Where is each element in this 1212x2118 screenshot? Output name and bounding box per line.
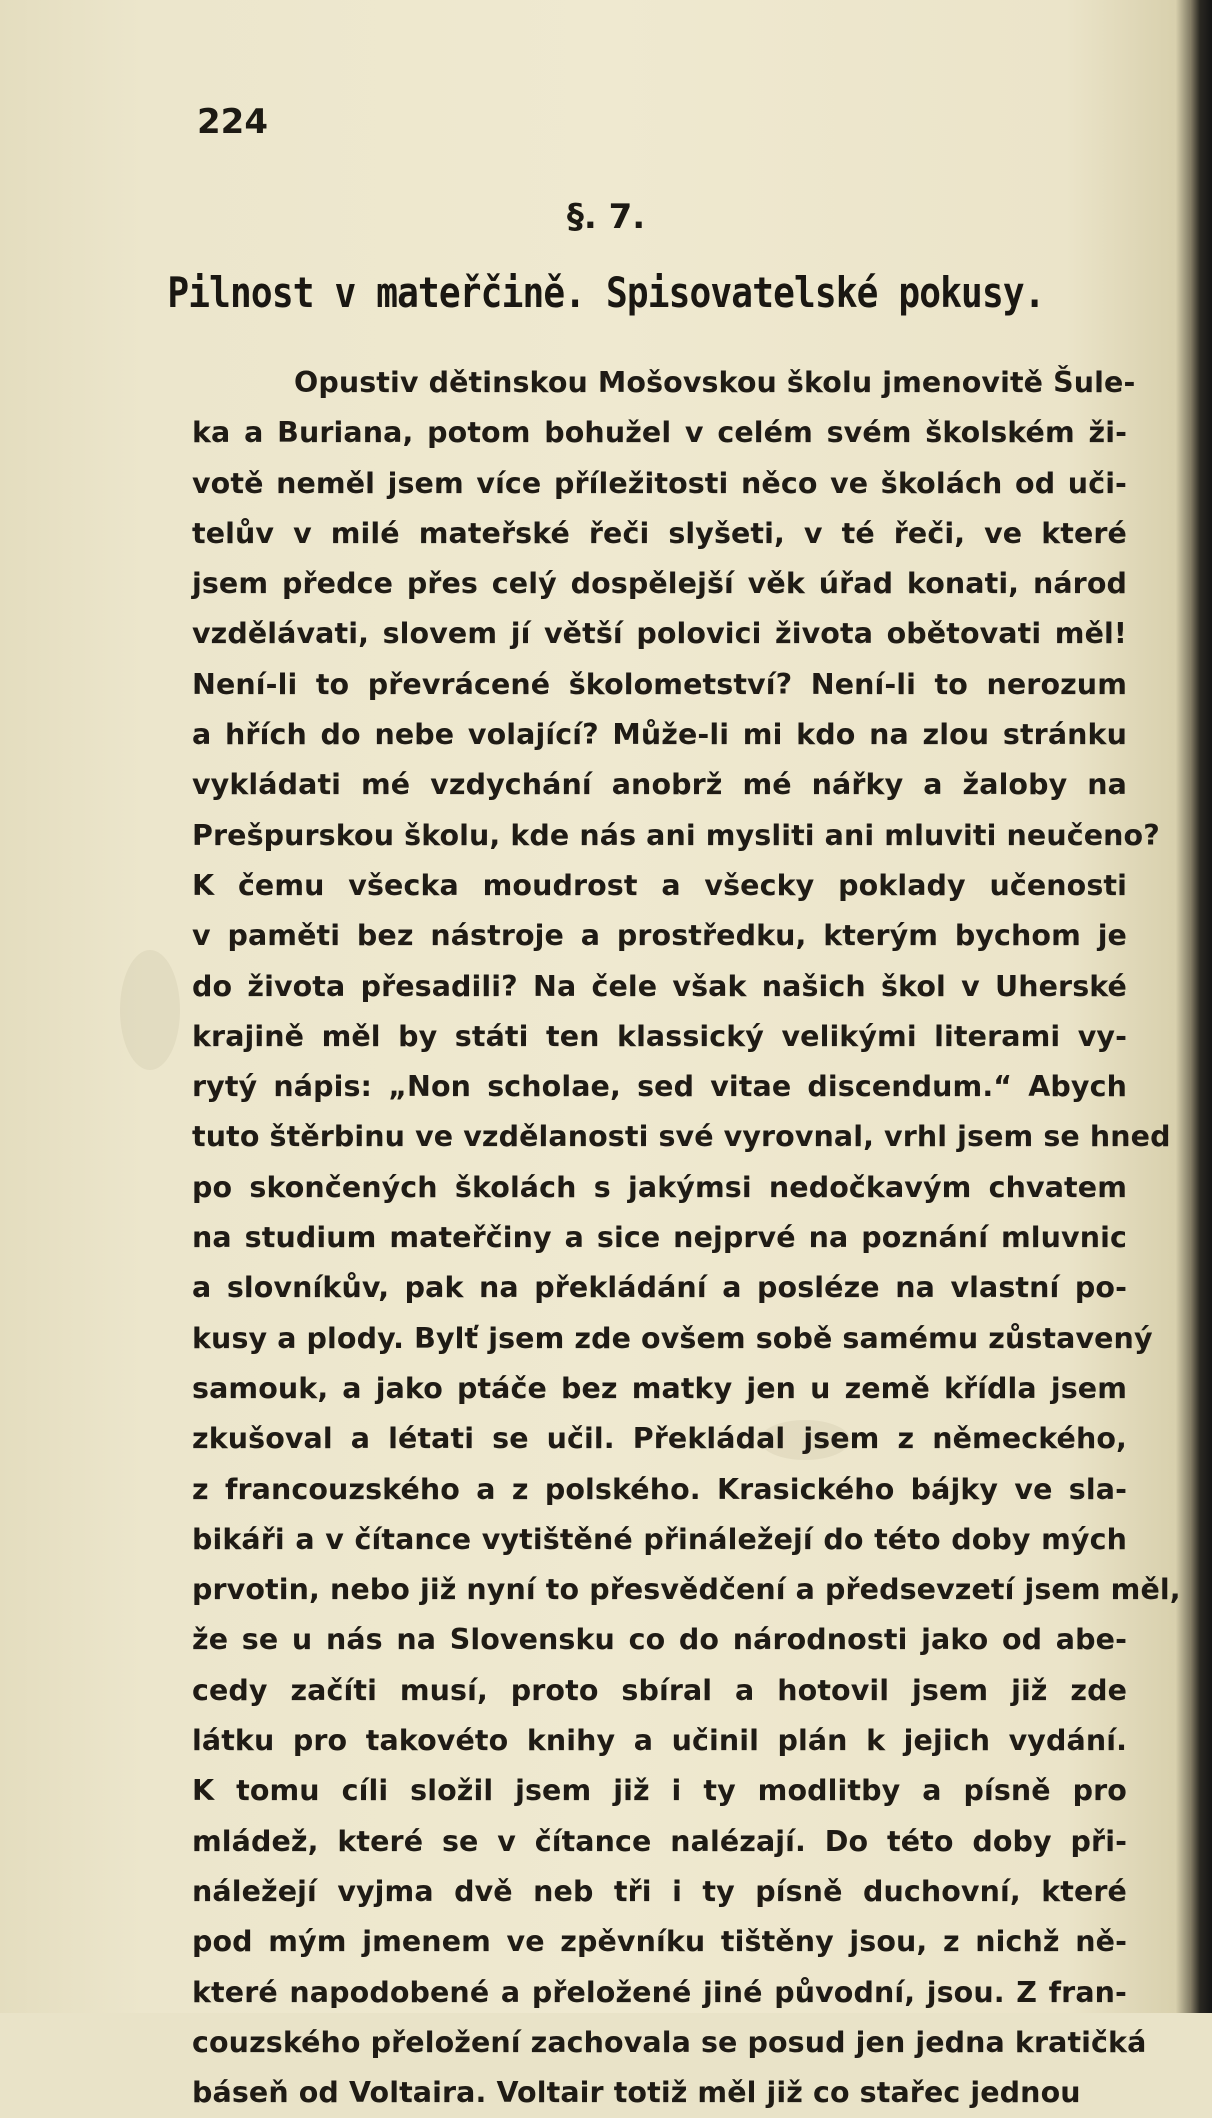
text-line: Není-li to převrácené školometství? Není-li to nerozum: [192, 667, 1127, 701]
text-line: vykládati mé vzdychání anobrž mé nářky a žaloby na: [192, 768, 1127, 802]
text-line: K čemu všecka moudrost a všecky poklady učenosti: [192, 868, 1127, 902]
text-line: Prešpurskou školu, kde nás ani mysliti ani mluviti neučeno?: [192, 818, 1160, 852]
text-line: samouk, a jako ptáče bez matky jen u země křídla jsem: [192, 1371, 1127, 1405]
text-line: vzdělávati, slovem jí větší polovici života obětovati měl!: [192, 617, 1127, 651]
text-line: rytý nápis: „Non scholae, sed vitae discendum.“ Abych: [192, 1070, 1127, 1104]
text-line: prvotin, nebo již nyní to přesvědčení a předsevzetí jsem měl,: [192, 1573, 1181, 1607]
text-line: a hřích do nebe volající? Může-li mi kdo na zlou stránku: [192, 718, 1127, 752]
chapter-title: Pilnost v mateřčině. Spisovatelské pokusy.: [167, 268, 1045, 317]
text-line: zkušoval a létati se učil. Překládal jsem z německého,: [192, 1422, 1127, 1456]
page-number: 224: [197, 102, 268, 142]
text-line: ka a Buriana, potom bohužel v celém svém školském ži-: [192, 416, 1127, 450]
text-line: na studium mateřčiny a sice nejprvé na poznání mluvnic: [192, 1221, 1127, 1255]
text-line: z francouzského a z polského. Krasického bájky ve sla-: [192, 1472, 1127, 1506]
text-line: pod mým jmenem ve zpěvníku tištěny jsou, z nichž ně-: [192, 1925, 1127, 1959]
text-line: kusy a plody. Bylť jsem zde ovšem sobě samému zůstavený: [192, 1321, 1153, 1355]
text-line: K tomu cíli složil jsem již i ty modlitby a písně pro: [192, 1774, 1127, 1808]
text-line: couzského přeložení zachovala se posud jen jedna kratičká: [192, 2025, 1147, 2059]
text-line: mládež, které se v čítance nalézají. Do této doby při-: [192, 1824, 1127, 1858]
section-number: §. 7.: [566, 197, 646, 237]
book-spine-shadow: [1190, 0, 1212, 2013]
text-line: náležejí vyjma dvě neb tři i ty písně duchovní, které: [192, 1874, 1127, 1908]
text-line: krajině měl by státi ten klassický velikými literami vy-: [192, 1019, 1127, 1053]
text-line: tuto štěrbinu ve vzdělanosti své vyrovnal, vrhl jsem se hned: [192, 1120, 1171, 1154]
text-line: a slovníkův, pak na překládání a posléze na vlastní po-: [192, 1271, 1127, 1305]
text-line: bikáři a v čítance vytištěné přináležejí do této doby mých: [192, 1522, 1127, 1556]
text-line: báseň od Voltaira. Voltair totiž měl již co stařec jednou: [192, 2076, 1081, 2110]
text-line: votě neměl jsem více příležitosti něco ve školách od uči-: [192, 466, 1127, 500]
text-line: po skončených školách s jakýmsi nedočkavým chvatem: [192, 1170, 1127, 1204]
text-line: které napodobené a přeložené jiné původní, jsou. Z fran-: [192, 1975, 1127, 2009]
text-line: Opustiv dětinskou Mošovskou školu jmenovitě Šule-: [294, 366, 1136, 399]
text-line: cedy začíti musí, proto sbíral a hotovil jsem již zde: [192, 1673, 1127, 1707]
text-line: telův v milé mateřské řeči slyšeti, v té řeči, ve které: [192, 516, 1127, 550]
text-line: že se u nás na Slovensku co do národnosti jako od abe-: [192, 1623, 1127, 1657]
text-line: do života přesadili? Na čele však našich škol v Uherské: [192, 969, 1127, 1003]
text-line: v paměti bez nástroje a prostředku, kterým bychom je: [192, 919, 1127, 953]
text-line: látku pro takovéto knihy a učinil plán k jejich vydání.: [192, 1724, 1127, 1758]
paper-stain: [120, 950, 180, 1070]
body-text: [192, 358, 1181, 2118]
text-line: jsem předce přes celý dospělejší věk úřad konati, národ: [192, 567, 1127, 601]
